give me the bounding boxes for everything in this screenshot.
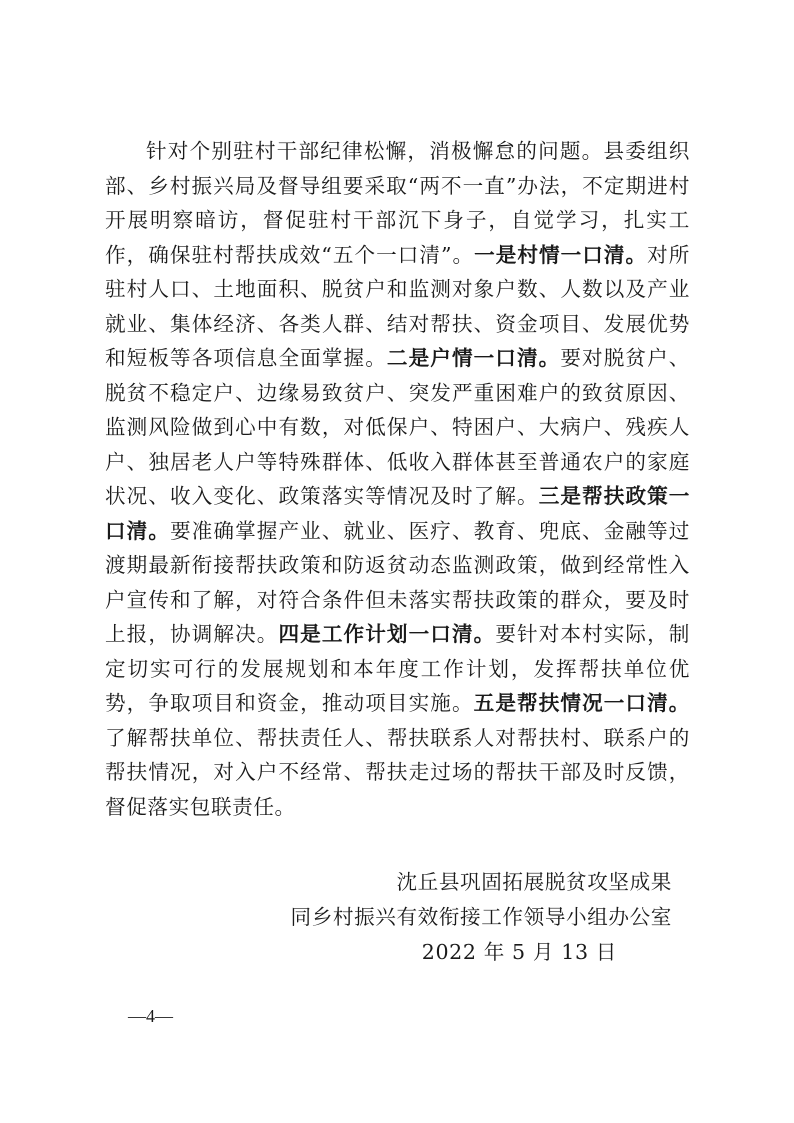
- body-text-segment: 了解帮扶单位、帮扶责任人、帮扶联系人对帮扶村、联系户的帮扶情况，对入户不经常、帮扶走过场的帮扶干部及时反馈，督促落实包联责任。: [105, 725, 690, 819]
- bold-heading-village: 一是村情一口清。: [474, 242, 648, 267]
- body-text-segment: 要对脱贫户、脱贫不稳定户、边缘易致贫户、突发严重困难户的致贫原因、监测风险做到心中有数，对低保户、特困户、大病户、残疾人户、独居老人户等特殊群体、低收入群体甚至普通农户的家庭状况、收入变化、政策落实等情况及时了解。: [105, 346, 690, 508]
- bold-heading-plan: 四是工作计划一口清。: [278, 622, 496, 646]
- body-text-segment: 要针对本村实际，制定切实可行的发展规划和本年度工作计划，发挥帮扶单位优势，争取项目和资金，推动项目实施。: [105, 622, 690, 715]
- bold-heading-policy: 三是帮扶政策一口清。: [105, 484, 691, 543]
- body-text-segment: 对所驻村人口、土地面积、脱贫户和监测对象户数、人数以及产业就业、集体经济、各类人群、结对帮扶、资金项目、发展优势和短板等各项信息全面掌握。: [105, 242, 690, 370]
- signature-org-line1: 沈丘县巩固拓展脱贫攻坚成果: [396, 870, 672, 894]
- page-number: —4—: [128, 1006, 173, 1026]
- bold-heading-household: 二是户情一口清。: [386, 346, 561, 370]
- signature-block: [291, 865, 673, 970]
- signature-org-line2: 同乡村振兴有效衔接工作领导小组办公室: [290, 905, 672, 929]
- body-paragraph: [105, 134, 690, 824]
- signature-date: 2022 年 5 月 13 日: [421, 940, 617, 964]
- body-text-segment: 针对个别驻村干部纪律松懈，消极懈怠的问题。县委组织部、乡村振兴局及督导组要采取“两不一直”办法，不定期进村开展明察暗访，督促驻村干部沉下身子，自觉学习，扎实工作，确保驻村帮扶成效“五个一口清”。: [105, 139, 690, 267]
- bold-heading-assistance: 五是帮扶情况一口清。: [473, 691, 690, 715]
- body-text-segment: 要准确掌握产业、就业、医疗、教育、兜底、金融等过渡期最新衔接帮扶政策和防返贫动态监测政策，做到经常性入户宣传和了解，对符合条件但未落实帮扶政策的群众，要及时上报，协调解决。: [105, 518, 690, 646]
